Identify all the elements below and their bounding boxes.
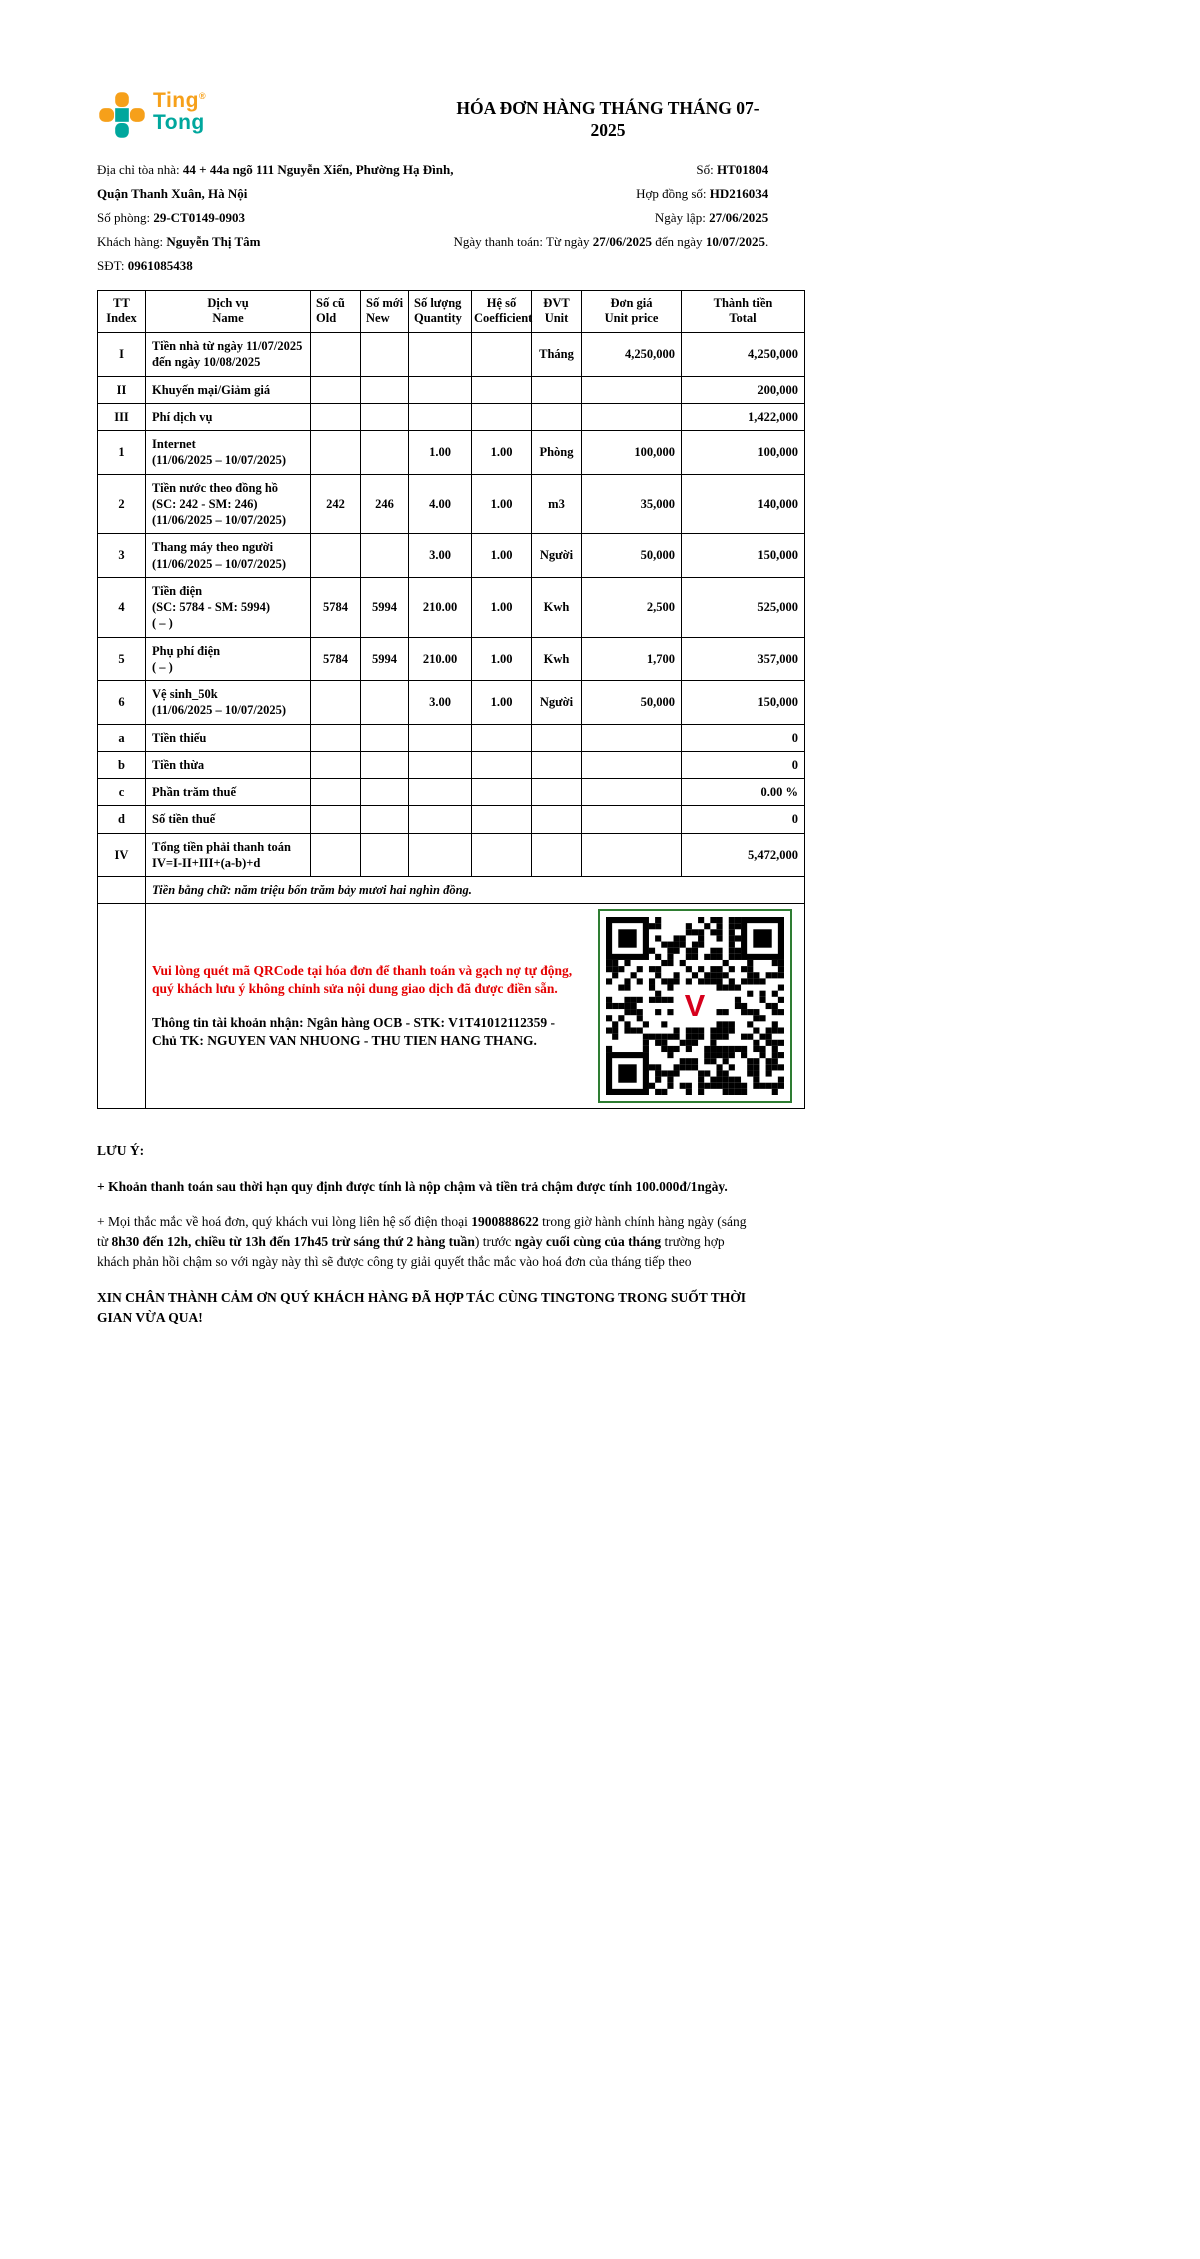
invoice-header	[97, 90, 804, 142]
cell	[311, 534, 361, 578]
cell	[582, 806, 682, 833]
cell	[361, 431, 409, 475]
cell	[311, 681, 361, 725]
cell	[311, 751, 361, 778]
logo-ting-text: Ting®	[153, 89, 207, 112]
cell: 4,250,000	[682, 333, 805, 377]
cell: III	[98, 403, 146, 430]
cell: 0	[682, 751, 805, 778]
cell: Tiền nhà từ ngày 11/07/2025 đến ngày 10/08/2025	[146, 333, 311, 377]
cell: 6	[98, 681, 146, 725]
invoice-row	[98, 333, 805, 377]
cell	[582, 724, 682, 751]
invoice-row	[98, 637, 805, 681]
cell	[409, 833, 472, 877]
cell: Phụ phí điện ( – )	[146, 637, 311, 681]
invoice-info-block	[97, 158, 804, 278]
cell	[311, 333, 361, 377]
qr-section-layout	[152, 909, 798, 1103]
cell	[582, 779, 682, 806]
cell: Người	[532, 681, 582, 725]
cell: 357,000	[682, 637, 805, 681]
cell: IV	[98, 833, 146, 877]
cell: Phòng	[532, 431, 582, 475]
column-header: Hệ số Coefficient	[472, 290, 532, 332]
cell	[582, 751, 682, 778]
cell: 1	[98, 431, 146, 475]
qr-warning-text: Vui lòng quét mã QRCode tại hóa đơn để thanh toán và gạch nợ tự động, quý khách lưu ý không chỉnh sửa nội dung giao dịch đã được điền sẵn.	[152, 962, 573, 997]
cell	[472, 333, 532, 377]
payment-qr-code	[598, 909, 792, 1103]
cell: 5,472,000	[682, 833, 805, 877]
cell: 150,000	[682, 681, 805, 725]
amount-in-words: Tiền bằng chữ: năm triệu bốn trăm bảy mươi hai nghìn đồng.	[146, 877, 805, 904]
column-header: Số lượng Quantity	[409, 290, 472, 332]
column-header: TT Index	[98, 290, 146, 332]
qr-row	[98, 904, 805, 1109]
cell: 3.00	[409, 681, 472, 725]
cell: 2	[98, 474, 146, 534]
info-line: Ngày lập: 27/06/2025	[654, 209, 769, 225]
cell: 1.00	[472, 637, 532, 681]
cell	[472, 806, 532, 833]
info-line: Số: HT01804	[696, 161, 769, 177]
info-right	[453, 158, 808, 278]
registered-mark-icon: ®	[198, 91, 207, 101]
cell: Tháng	[532, 333, 582, 377]
cell	[472, 724, 532, 751]
cell: Thang máy theo người (11/06/2025 – 10/07/2025)	[146, 534, 311, 578]
invoice-row	[98, 403, 805, 430]
cell: 140,000	[682, 474, 805, 534]
invoice-table	[97, 290, 805, 1110]
cell	[361, 751, 409, 778]
cell: m3	[532, 474, 582, 534]
column-header: Số cũ Old	[311, 290, 361, 332]
cell: 1.00	[472, 534, 532, 578]
cell: 50,000	[582, 681, 682, 725]
cell: 242	[311, 474, 361, 534]
cell: 100,000	[682, 431, 805, 475]
column-header: Dịch vụ Name	[146, 290, 311, 332]
cell: 210.00	[409, 637, 472, 681]
invoice-row	[98, 474, 805, 534]
invoice-notes	[97, 1141, 757, 1328]
cell: Tiền thiếu	[146, 724, 311, 751]
svg-text:V: V	[684, 988, 706, 1024]
invoice-row	[98, 806, 805, 833]
cell	[311, 806, 361, 833]
cell: 210.00	[409, 577, 472, 637]
cell: Phí dịch vụ	[146, 403, 311, 430]
cell	[409, 333, 472, 377]
cell: 50,000	[582, 534, 682, 578]
invoice-page	[97, 90, 804, 1343]
cell: d	[98, 806, 146, 833]
cell: 4.00	[409, 474, 472, 534]
cell	[582, 376, 682, 403]
cell: 1.00	[472, 474, 532, 534]
cell	[409, 751, 472, 778]
cell: 100,000	[582, 431, 682, 475]
header-row	[98, 290, 805, 332]
info-line: Hợp đồng số: HD216034	[636, 185, 769, 201]
column-header: ĐVT Unit	[532, 290, 582, 332]
cell	[472, 751, 532, 778]
cell: 1.00	[472, 431, 532, 475]
cell: 3	[98, 534, 146, 578]
cell: 5994	[361, 577, 409, 637]
cell: 3.00	[409, 534, 472, 578]
cell	[409, 779, 472, 806]
cell	[361, 403, 409, 430]
invoice-row	[98, 751, 805, 778]
cell	[532, 833, 582, 877]
note-late-payment: + Khoản thanh toán sau thời hạn quy định được tính là nộp chậm và tiền trả chậm được tính 100.000đ/1ngày.	[97, 1178, 728, 1194]
tingtong-logo	[97, 90, 206, 140]
info-line: Địa chỉ tòa nhà: 44 + 44a ngõ 111 Nguyễn Xiển, Phường Hạ Đình,	[97, 161, 454, 177]
cell	[361, 534, 409, 578]
cell	[582, 403, 682, 430]
cell: Internet (11/06/2025 – 10/07/2025)	[146, 431, 311, 475]
cell: Tiền thừa	[146, 751, 311, 778]
cell	[361, 833, 409, 877]
empty-cell	[98, 904, 146, 1109]
cell	[532, 806, 582, 833]
cell: 1,700	[582, 637, 682, 681]
cell: 0	[682, 724, 805, 751]
cell: 150,000	[682, 534, 805, 578]
cell	[409, 403, 472, 430]
cell: Vệ sinh_50k (11/06/2025 – 10/07/2025)	[146, 681, 311, 725]
cell: a	[98, 724, 146, 751]
cell	[409, 724, 472, 751]
invoice-table-body	[98, 333, 805, 877]
cell: Kwh	[532, 577, 582, 637]
cell	[582, 833, 682, 877]
info-line: Số phòng: 29-CT0149-0903	[97, 209, 246, 225]
cell: Kwh	[532, 637, 582, 681]
cell: 1.00	[409, 431, 472, 475]
cell: Khuyến mại/Giảm giá	[146, 376, 311, 403]
info-line: Ngày thanh toán: Từ ngày 27/06/2025 đến ngày 10/07/2025.	[453, 233, 769, 249]
invoice-table-footer	[98, 877, 805, 1109]
cell	[472, 779, 532, 806]
cell	[311, 833, 361, 877]
amount-in-words-row	[98, 877, 805, 904]
logo-tong-text: Tong	[153, 111, 205, 135]
cell	[472, 376, 532, 403]
notes-heading: LƯU Ý:	[97, 1143, 145, 1159]
cell: Tiền điện (SC: 5784 - SM: 5994) ( – )	[146, 577, 311, 637]
invoice-row	[98, 577, 805, 637]
cell	[361, 779, 409, 806]
cell	[311, 376, 361, 403]
cell: 200,000	[682, 376, 805, 403]
cell	[361, 376, 409, 403]
cell	[361, 333, 409, 377]
cell	[311, 779, 361, 806]
invoice-table-header	[98, 290, 805, 332]
cell	[532, 779, 582, 806]
cell	[311, 724, 361, 751]
cell	[311, 431, 361, 475]
cell: 0.00 %	[682, 779, 805, 806]
info-left	[97, 158, 453, 278]
invoice-row	[98, 833, 805, 877]
cell: 525,000	[682, 577, 805, 637]
cell: 4,250,000	[582, 333, 682, 377]
cell	[472, 833, 532, 877]
account-info-text: Thông tin tài khoản nhận: Ngân hàng OCB - STK: V1T41012112359 - Chủ TK: NGUYEN VAN NHUONG - THU TIEN HANG THANG.	[152, 1015, 555, 1049]
invoice-row	[98, 431, 805, 475]
cell: Tổng tiền phải thanh toán IV=I-II+III+(a-b)+d	[146, 833, 311, 877]
cell: 1.00	[472, 577, 532, 637]
invoice-row	[98, 724, 805, 751]
note-contact: + Mọi thắc mắc về hoá đơn, quý khách vui lòng liên hệ số điện thoại 1900888622 trong giờ hành chính hàng ngày (sáng từ 8h30 đến 12h, chiều từ 13h đến 17h45 trừ sáng thứ 2 hàng tuần) trước ngày cuối cùng của tháng trường hợp khách phản hồi chậm so với ngày này thì sẽ được công ty giải quyết thắc mắc vào hoá đơn của tháng tiếp theo	[97, 1213, 747, 1270]
empty-cell	[98, 877, 146, 904]
cell: c	[98, 779, 146, 806]
cell	[409, 376, 472, 403]
cell	[409, 806, 472, 833]
cell: 5994	[361, 637, 409, 681]
cell: I	[98, 333, 146, 377]
cell	[532, 376, 582, 403]
cell: 2,500	[582, 577, 682, 637]
note-thanks: XIN CHÂN THÀNH CẢM ƠN QUÝ KHÁCH HÀNG ĐÃ HỢP TÁC CÙNG TINGTONG TRONG SUỐT THỜI GIAN VỪA QUA!	[97, 1289, 746, 1325]
info-line: Khách hàng: Nguyễn Thị Tâm	[97, 233, 261, 249]
qr-code-pattern-icon	[606, 917, 784, 1095]
invoice-row	[98, 779, 805, 806]
cell	[361, 681, 409, 725]
cell: 1,422,000	[682, 403, 805, 430]
cell: 5784	[311, 637, 361, 681]
invoice-row	[98, 681, 805, 725]
qr-section	[146, 904, 805, 1109]
cell	[311, 403, 361, 430]
cell: Số tiền thuế	[146, 806, 311, 833]
cell: 4	[98, 577, 146, 637]
cell: 35,000	[582, 474, 682, 534]
payment-instructions	[152, 962, 582, 1051]
cell	[532, 724, 582, 751]
cell: b	[98, 751, 146, 778]
cell	[361, 806, 409, 833]
cell: Phần trăm thuế	[146, 779, 311, 806]
tingtong-logo-icon	[97, 90, 147, 140]
column-header: Thành tiền Total	[682, 290, 805, 332]
cell: 5	[98, 637, 146, 681]
logo-text	[153, 90, 206, 134]
cell: Người	[532, 534, 582, 578]
invoice-row	[98, 534, 805, 578]
info-line: Quận Thanh Xuân, Hà Nội	[97, 185, 248, 201]
cell	[361, 724, 409, 751]
invoice-row	[98, 376, 805, 403]
column-header: Đơn giá Unit price	[582, 290, 682, 332]
column-header: Số mới New	[361, 290, 409, 332]
cell: 5784	[311, 577, 361, 637]
cell: II	[98, 376, 146, 403]
cell	[532, 403, 582, 430]
info-line: SĐT: 0961085438	[97, 257, 193, 273]
cell: 1.00	[472, 681, 532, 725]
cell: 246	[361, 474, 409, 534]
cell: Tiền nước theo đồng hồ (SC: 242 - SM: 246) (11/06/2025 – 10/07/2025)	[146, 474, 311, 534]
cell	[532, 751, 582, 778]
cell	[472, 403, 532, 430]
invoice-title: HÓA ĐƠN HÀNG THÁNG THÁNG 07-2025	[456, 98, 760, 140]
cell: 0	[682, 806, 805, 833]
